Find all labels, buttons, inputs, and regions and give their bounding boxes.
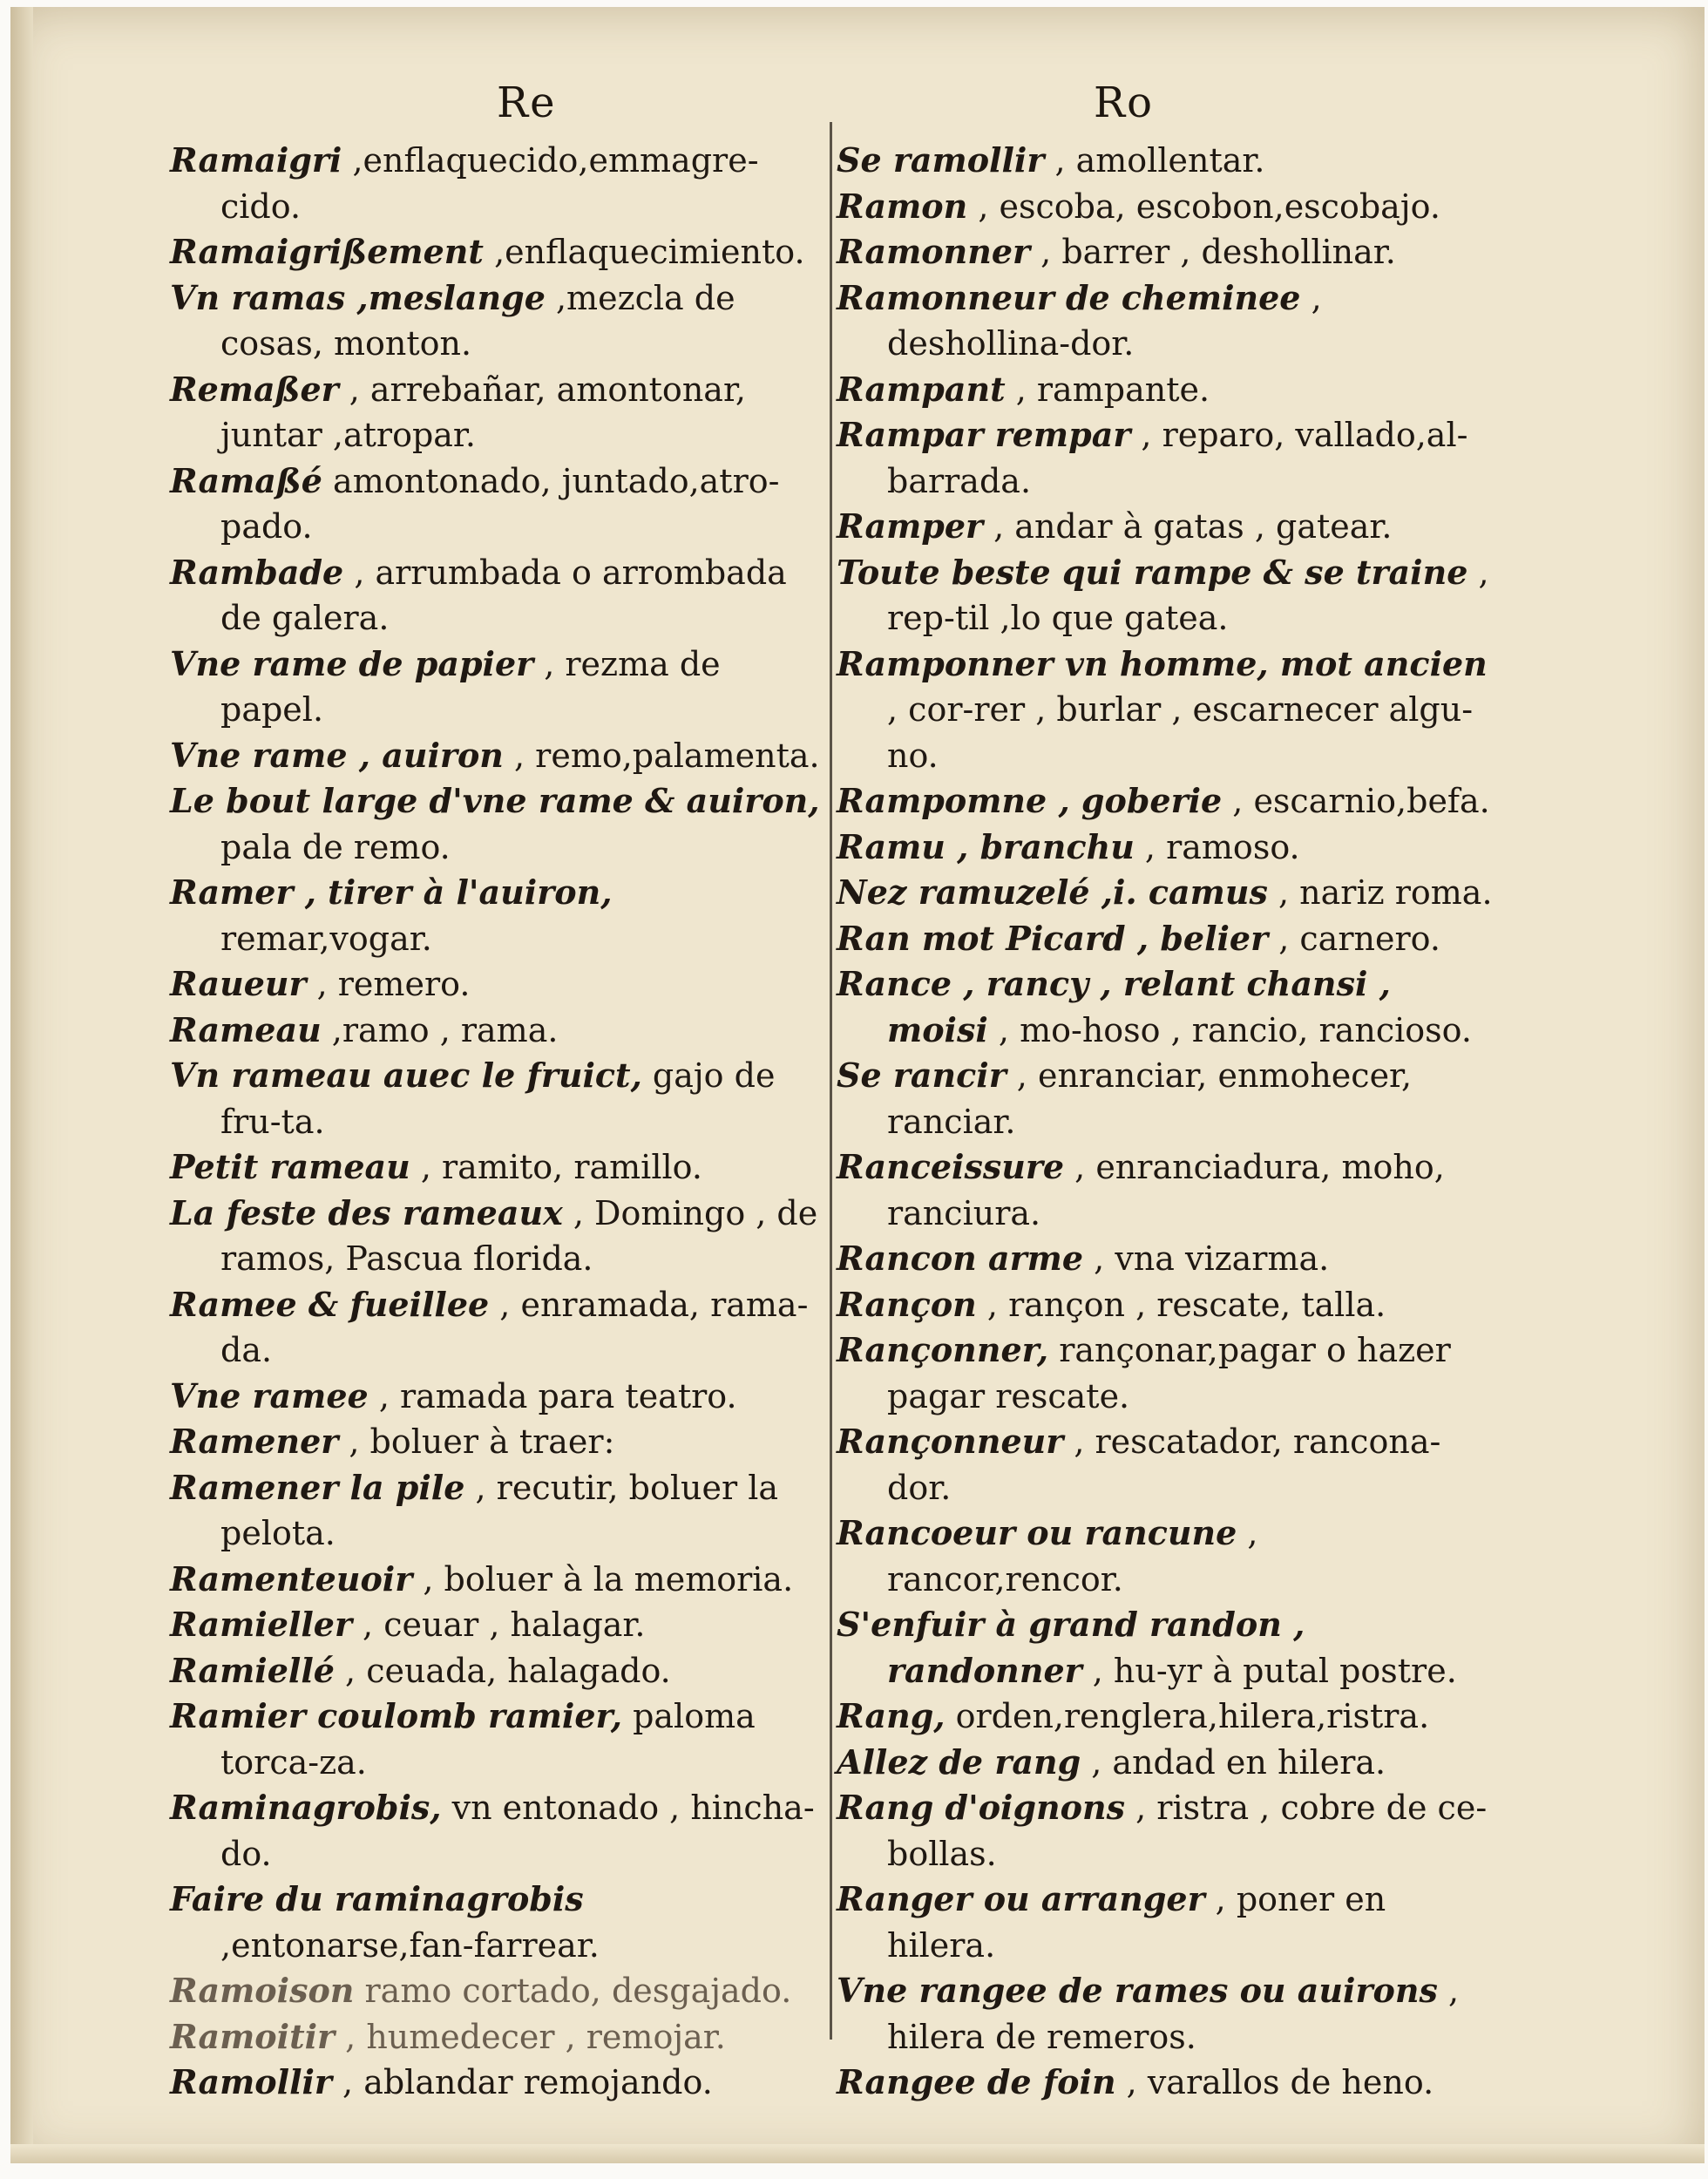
dictionary-entry	[837, 2060, 1499, 2106]
definition: , arrumbada o arrombada de galera.	[220, 553, 787, 637]
headword: Nez ramuzelé ,i. camus	[837, 872, 1268, 912]
dictionary-entry	[837, 825, 1499, 871]
definition: , rampante.	[1005, 370, 1210, 409]
definition: , amollentar.	[1044, 141, 1265, 180]
headword: Rançonneur	[837, 1422, 1064, 1461]
headword: Ramper	[837, 506, 984, 546]
dictionary-entry	[837, 550, 1499, 641]
definition: , nariz roma.	[1267, 873, 1493, 912]
headword: Vne rame de papier	[170, 643, 534, 683]
dictionary-entry	[837, 229, 1499, 275]
headword: Ramenteuoir	[170, 1558, 413, 1599]
definition: paloma torca-za.	[220, 1697, 756, 1782]
dictionary-entry	[837, 1968, 1499, 2060]
headword: Toute beste qui rampe & se traine	[837, 552, 1468, 592]
definition: ,entonarse,fan-farrear.	[220, 1925, 600, 1965]
dictionary-entry	[170, 778, 824, 870]
dictionary-entry	[170, 2060, 824, 2106]
running-head-right: Ro	[1094, 78, 1155, 127]
definition: pala de remo.	[220, 827, 451, 866]
dictionary-entry	[837, 641, 1499, 779]
headword: Vn rameau auec le fruict,	[170, 1056, 642, 1095]
headword: Rang,	[837, 1696, 946, 1735]
binding-edge	[10, 7, 33, 2163]
dictionary-entry	[837, 1602, 1499, 1694]
dictionary-entry	[170, 2014, 824, 2060]
headword: Ramee & fueillee	[170, 1284, 490, 1324]
definition: , mo-hoso , rancio, rancioso.	[987, 1010, 1472, 1049]
dictionary-entry	[837, 1144, 1499, 1236]
dictionary-entry	[837, 1877, 1499, 1968]
headword: Ramener la pile	[170, 1467, 465, 1507]
definition: , rancor,rencor.	[887, 1514, 1258, 1599]
dictionary-entry	[170, 1694, 824, 1785]
definition: , hilera de remeros.	[887, 1972, 1460, 2056]
definition: , ristra , cobre de ce-bollas.	[887, 1789, 1488, 1873]
headword: Rampar rempar	[837, 415, 1131, 454]
headword: Rambade	[170, 552, 344, 592]
dictionary-entry	[170, 1648, 824, 1694]
definition: , rep-til ,lo que gatea.	[887, 553, 1489, 637]
definition: ,mezcla de cosas, monton.	[220, 278, 735, 363]
right-column	[837, 138, 1499, 2106]
definition: , ramito, ramillo.	[410, 1148, 702, 1186]
dictionary-entry	[837, 412, 1499, 504]
definition: , boluer à traer:	[338, 1422, 615, 1461]
definition: orden,renglera,hilera,ristra.	[945, 1697, 1430, 1735]
headword: Ramoison	[170, 1971, 355, 2010]
headword: Ranger ou arranger	[837, 1879, 1205, 1918]
definition: , reparo, vallado,al-barrada.	[887, 416, 1468, 500]
dictionary-entry	[837, 1282, 1499, 1328]
headword: Vne ramee	[170, 1375, 369, 1415]
definition: , ramada para teatro.	[368, 1376, 737, 1415]
left-column	[170, 138, 824, 2106]
definition: , hu-yr à putal postre.	[1081, 1651, 1457, 1690]
dictionary-entry	[170, 1053, 824, 1144]
headword: Rampant	[837, 369, 1006, 409]
headword: Ramieller	[170, 1605, 352, 1644]
definition: , arrebañar, amontonar, juntar ,atropar.	[220, 370, 747, 454]
dictionary-entry	[837, 367, 1499, 413]
headword: Faire du raminagrobis	[170, 1879, 584, 1918]
dictionary-entry	[170, 641, 824, 733]
headword: Vn ramas ,meslange	[170, 277, 546, 317]
definition: , rescatador, rancona-dor.	[887, 1422, 1441, 1507]
dictionary-entry	[170, 1557, 824, 1603]
headword: Ramonner	[837, 232, 1031, 271]
headword: Ramer , tirer à l'auiron,	[170, 872, 613, 912]
definition: , recutir, boluer la pelota.	[220, 1468, 779, 1552]
running-head-left: Re	[497, 78, 557, 127]
dictionary-entry	[170, 733, 824, 779]
headword: Allez de rang	[837, 1741, 1081, 1782]
column-divider	[830, 122, 832, 2040]
headword: Ran mot Picard , belier	[837, 918, 1269, 958]
dictionary-entry	[170, 138, 824, 229]
headword: Rang d'oignons	[837, 1788, 1126, 1827]
dictionary-entry	[837, 504, 1499, 550]
definition: , escarnio,befa.	[1222, 782, 1490, 820]
definition: , enramada, rama-da.	[220, 1285, 809, 1369]
headword: Rançon	[837, 1284, 977, 1324]
dictionary-entry	[170, 550, 824, 641]
dictionary-entry	[170, 870, 824, 961]
dictionary-entry	[837, 184, 1499, 230]
definition: , andad en hilera.	[1081, 1742, 1386, 1782]
definition: , vna vizarma.	[1083, 1239, 1330, 1278]
definition: rançonar,pagar o hazer pagar rescate.	[887, 1331, 1451, 1415]
definition: amontonado, juntado,atro-pado.	[220, 461, 780, 546]
headword: Ramaigrißement	[170, 232, 484, 271]
headword: Vne rame , auiron	[170, 735, 504, 775]
dictionary-entry	[837, 1419, 1499, 1510]
definition: remar,vogar.	[220, 919, 432, 958]
headword: S'enfuir à grand randon , randonner	[837, 1605, 1305, 1690]
dictionary-entry	[170, 961, 824, 1008]
dictionary-entry	[170, 458, 824, 550]
headword: Raueur	[170, 964, 307, 1003]
dictionary-entry	[170, 1144, 824, 1191]
dictionary-entry	[170, 367, 824, 458]
dictionary-entry	[837, 138, 1499, 184]
headword: Rancon arme	[837, 1239, 1084, 1278]
headword: Rangee de foin	[837, 2062, 1116, 2101]
dictionary-entry	[170, 1419, 824, 1465]
definition: , varallos de heno.	[1115, 2063, 1434, 2101]
headword: Ramier coulomb ramier,	[170, 1696, 622, 1735]
definition: ,ramo , rama.	[321, 1010, 559, 1049]
dictionary-entry	[170, 229, 824, 275]
dictionary-entry	[837, 1327, 1499, 1419]
dictionary-entry	[170, 1374, 824, 1420]
headword: Ramponner vn homme, mot ancien	[837, 643, 1488, 683]
headword: Ramollir	[170, 2062, 332, 2101]
headword: Petit rameau	[170, 1147, 410, 1186]
definition: , enranciadura, moho, ranciura.	[887, 1148, 1445, 1232]
dictionary-entry	[837, 1053, 1499, 1144]
definition: ,enflaquecimiento.	[483, 233, 805, 271]
definition: , enranciar, enmohecer, ranciar.	[887, 1056, 1413, 1141]
headword: Raminagrobis,	[170, 1788, 442, 1827]
headword: Ramoitir	[170, 2016, 336, 2056]
headword: Ramonneur de cheminee	[837, 277, 1301, 317]
dictionary-entry	[837, 1510, 1499, 1602]
headword: Ranceissure	[837, 1147, 1065, 1186]
headword: Ramiellé	[170, 1650, 335, 1690]
definition: ramo cortado, desgajado.	[354, 1972, 792, 2010]
definition: , ceuar , halagar.	[351, 1605, 646, 1644]
definition: , poner en hilera.	[887, 1880, 1386, 1965]
dictionary-entry	[837, 916, 1499, 962]
definition: , carnero.	[1268, 919, 1440, 958]
headword: Rancoeur ou rancune	[837, 1513, 1237, 1552]
headword: Vne rangee de rames ou auirons	[837, 1971, 1438, 2010]
definition: , boluer à la memoria.	[412, 1559, 794, 1599]
headword: Ramaßé	[170, 460, 322, 500]
definition: , remero.	[306, 965, 471, 1003]
headword: Rampomne , goberie	[837, 781, 1223, 820]
definition: , Domingo , de ramos, Pascua florida.	[220, 1193, 818, 1278]
definition: gajo de fru-ta.	[220, 1056, 776, 1141]
dictionary-entry	[837, 961, 1499, 1053]
dictionary-entry	[170, 1008, 824, 1054]
dictionary-entry	[837, 778, 1499, 825]
dictionary-entry	[170, 1465, 824, 1557]
definition: , cor-rer , burlar , escarnecer algu-no.	[887, 690, 1474, 775]
dictionary-entry	[837, 275, 1499, 367]
dictionary-entry	[837, 870, 1499, 916]
definition: ,enflaquecido,emmagre-cido.	[220, 141, 759, 226]
headword: Ramon	[837, 186, 968, 226]
headword: Rançonner,	[837, 1330, 1049, 1369]
dictionary-entry	[170, 275, 824, 367]
headword: Rameau	[170, 1009, 322, 1049]
definition: , ceuada, halagado.	[334, 1651, 671, 1690]
dictionary-entry	[837, 1236, 1499, 1282]
definition: , barrer , deshollinar.	[1030, 233, 1396, 271]
dictionary-entry	[170, 1968, 824, 2014]
dictionary-entry	[837, 1785, 1499, 1877]
dictionary-entry	[170, 1282, 824, 1374]
headword: Rance , rancy , relant chansi , moisi	[837, 964, 1391, 1049]
dictionary-entry	[170, 1602, 824, 1648]
dictionary-entry	[170, 1785, 824, 1877]
headword: La feste des rameaux	[170, 1192, 563, 1232]
definition: , humedecer , remojar.	[335, 2017, 726, 2056]
definition: , remo,palamenta.	[503, 736, 820, 775]
definition: , ablandar remojando.	[331, 2063, 713, 2101]
dictionary-entry	[170, 1877, 824, 1968]
headword: Se ramollir	[837, 140, 1045, 180]
definition: , deshollina-dor.	[887, 278, 1322, 363]
headword: Remaßer	[170, 369, 339, 409]
definition: , rançon , rescate, talla.	[976, 1285, 1386, 1324]
definition: , rezma de papel.	[220, 644, 721, 729]
definition: vn entonado , hincha-do.	[220, 1789, 815, 1873]
headword: Ramaigri	[170, 140, 342, 180]
dictionary-entry	[837, 1694, 1499, 1740]
dictionary-entry	[170, 1191, 824, 1282]
definition: , ramoso.	[1134, 827, 1300, 866]
headword: Ramu , branchu	[837, 826, 1135, 866]
headword: Le bout large d'vne rame & auiron,	[170, 781, 820, 820]
page-bottom-edge	[10, 2144, 1705, 2163]
dictionary-entry	[837, 1740, 1499, 1786]
headword: Se rancir	[837, 1056, 1006, 1095]
definition: , andar à gatas , gatear.	[983, 507, 1393, 546]
headword: Ramener	[170, 1422, 339, 1461]
definition: , escoba, escobon,escobajo.	[967, 187, 1440, 226]
